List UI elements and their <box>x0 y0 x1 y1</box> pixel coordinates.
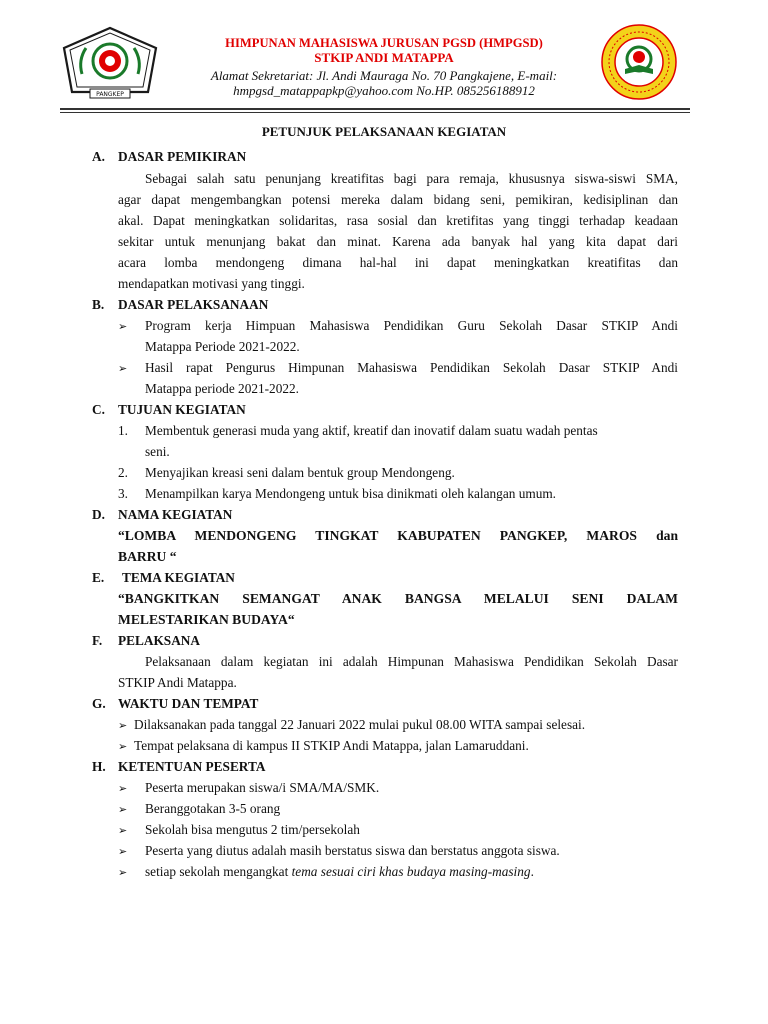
arrow-bullet-icon: ➢ <box>118 320 128 333</box>
letterhead <box>0 0 768 118</box>
list-item: Membentuk generasi muda yang aktif, kreatif dan inovatif dalam suatu wadah pentas <box>145 423 598 438</box>
list-item-end: . <box>530 864 534 879</box>
section-e-heading: TEMA KEGIATAN <box>122 570 235 585</box>
list-item: Sekolah bisa mengutus 2 tim/persekolah <box>145 822 360 837</box>
list-item <box>145 864 534 880</box>
paragraph-line: mendapatkan motivasi yang tinggi. <box>118 276 305 291</box>
arrow-bullet-icon: ➢ <box>118 740 128 753</box>
arrow-bullet-icon: ➢ <box>118 719 128 732</box>
event-name-cont: BARRU “ <box>118 549 177 564</box>
paragraph-line: Pelaksanaan dalam kegiatan ini adalah Himpunan Mahasiswa Pendidikan Sekolah Dasar <box>145 654 678 669</box>
section-c-letter: C. <box>92 402 105 417</box>
emblem-label: PANGKEP <box>96 91 124 98</box>
org-name: HIMPUNAN MAHASISWA JURUSAN PGSD (HMPGSD) <box>225 36 543 50</box>
pgsd-emblem-icon <box>60 26 160 102</box>
section-b-letter: B. <box>92 297 105 312</box>
list-item: Menampilkan karya Mendongeng untuk bisa dinikmati oleh kalangan umum. <box>145 486 557 501</box>
address-line: Alamat Sekretariat: Jl. Andi Mauraga No. 70 Pangkajene, E-mail: <box>210 68 558 83</box>
section-d-heading: NAMA KEGIATAN <box>118 507 233 522</box>
section-g-heading: WAKTU DAN TEMPAT <box>118 696 259 711</box>
page-title: PETUNJUK PELAKSANAAN KEGIATAN <box>261 124 507 139</box>
list-item: Hasil rapat Pengurus Himpunan Mahasiswa Pendidikan Sekolah Dasar STKIP Andi <box>145 360 678 375</box>
arrow-bullet-icon: ➢ <box>118 803 128 816</box>
arrow-bullet-icon: ➢ <box>118 782 128 795</box>
paragraph-line: acara lomba mendongeng dimana hal-hal ini dapat meningkatkan kreatifitas dan <box>118 255 678 270</box>
paragraph-line: akal. Dapat meningkatkan solidaritas, rasa sosial dan kretifitas yang tinggi terhadap keadaan <box>118 213 678 228</box>
campus-name: STKIP ANDI MATAPPA <box>314 50 454 65</box>
list-item: Program kerja Himpuan Mahasiswa Pendidikan Guru Sekolah Dasar STKIP Andi <box>145 318 678 333</box>
event-theme-cont: MELESTARIKAN BUDAYA“ <box>118 612 295 627</box>
event-theme: “BANGKITKAN SEMANGAT ANAK BANGSA MELALUI SENI DALAM <box>118 591 678 606</box>
arrow-bullet-icon: ➢ <box>118 362 128 375</box>
event-name: “LOMBA MENDONGENG TINGKAT KABUPATEN PANGKEP, MAROS dan <box>118 528 678 543</box>
list-item-italic: tema sesuai ciri khas budaya masing-masing <box>291 864 531 879</box>
list-item: Tempat pelaksana di kampus II STKIP Andi Matappa, jalan Lamaruddani. <box>134 738 529 753</box>
arrow-bullet-icon: ➢ <box>118 866 128 879</box>
section-h-letter: H. <box>92 759 106 774</box>
section-d-letter: D. <box>92 507 105 522</box>
section-e-letter: E. <box>92 570 105 585</box>
arrow-bullet-icon: ➢ <box>118 845 128 858</box>
section-a-heading: DASAR PEMIKIRAN <box>118 149 247 164</box>
list-number: 3. <box>118 486 128 501</box>
section-f-heading: PELAKSANA <box>118 633 201 648</box>
list-item-cont: Matappa Periode 2021-2022. <box>145 339 300 354</box>
list-item-text: setiap sekolah mengangkat <box>145 864 292 879</box>
arrow-bullet-icon: ➢ <box>118 824 128 837</box>
paragraph-line: Sebagai salah satu penunjang kreatifitas bagi para remaja, khususnya siswa-siswi SMA, <box>145 171 678 186</box>
list-number: 1. <box>118 423 128 438</box>
section-b-heading: DASAR PELAKSANAAN <box>118 297 269 312</box>
paragraph-line: STKIP Andi Matappa. <box>118 675 237 690</box>
list-item-cont: seni. <box>145 444 170 459</box>
list-item-cont: Matappa periode 2021-2022. <box>145 381 299 396</box>
list-item: Menyajikan kreasi seni dalam bentuk group Mendongeng. <box>145 465 455 480</box>
paragraph-line: sekitar untuk menunjang bakat dan minat. Karena ada banyak hal yang kita dapat dari <box>118 234 678 249</box>
section-f-letter: F. <box>92 633 103 648</box>
header-rule-thin <box>60 112 690 113</box>
hmpgsd-seal-icon <box>600 23 678 101</box>
list-number: 2. <box>118 465 128 480</box>
section-h-heading: KETENTUAN PESERTA <box>118 759 266 774</box>
header-rule <box>60 108 690 110</box>
list-item: Peserta yang diutus adalah masih berstatus siswa dan berstatus anggota siswa. <box>145 843 560 858</box>
section-a-letter: A. <box>92 149 105 164</box>
paragraph-line: agar dapat mengembangkan potensi mereka dalam bidang seni, pemikiran, kedisiplinan dan <box>118 192 678 207</box>
contact-line: hmpgsd_matappapkp@yahoo.com No.HP. 085256188912 <box>233 83 535 98</box>
list-item: Dilaksanakan pada tanggal 22 Januari 2022 mulai pukul 08.00 WITA sampai selesai. <box>134 717 586 732</box>
section-g-letter: G. <box>92 696 106 711</box>
list-item: Beranggotakan 3-5 orang <box>145 801 281 816</box>
section-c-heading: TUJUAN KEGIATAN <box>118 402 246 417</box>
list-item: Peserta merupakan siswa/i SMA/MA/SMK. <box>145 780 380 795</box>
